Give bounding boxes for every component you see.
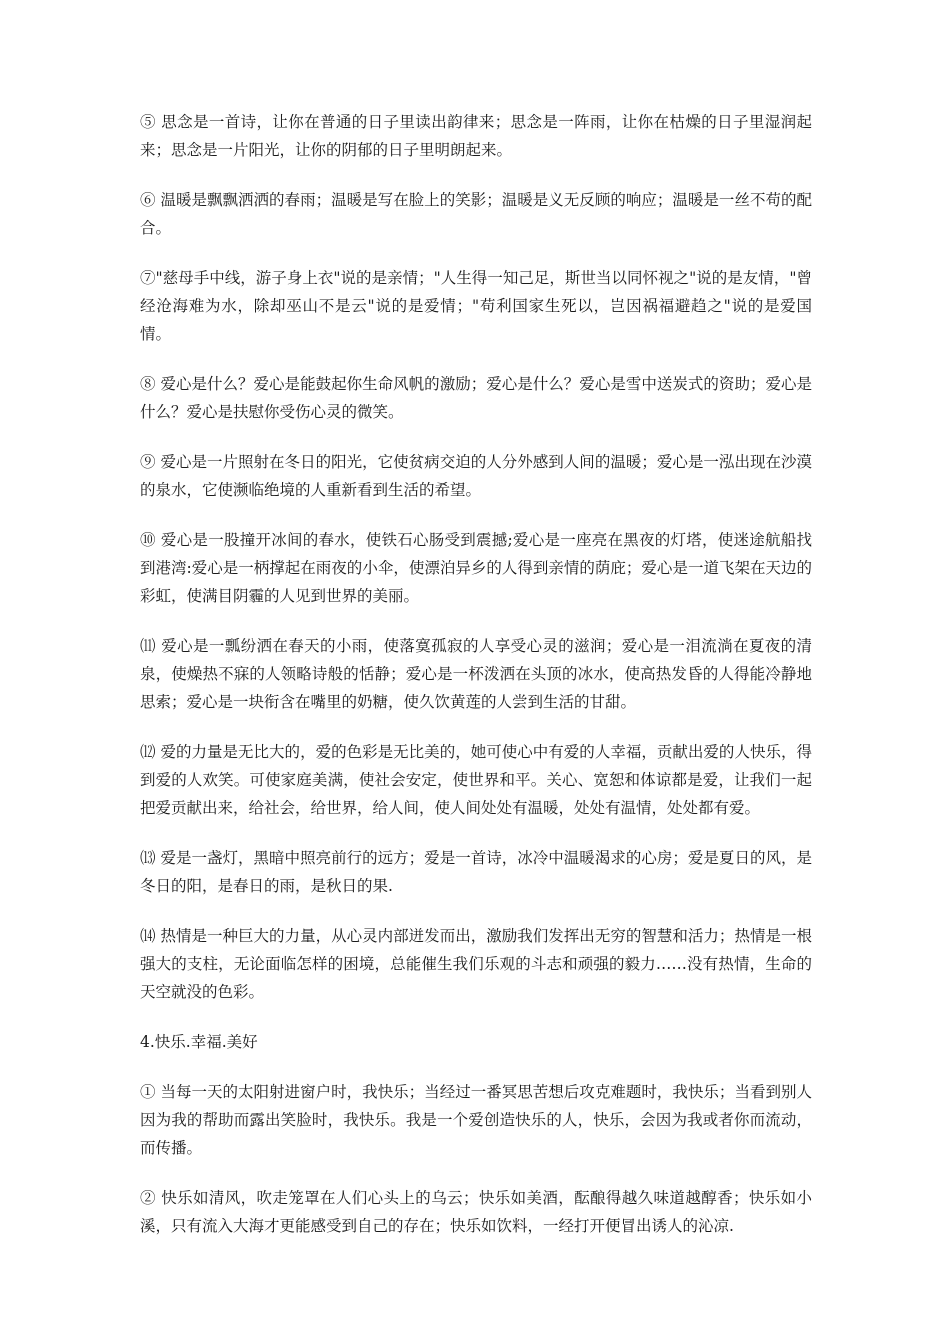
paragraph-7-affection: ⑦"慈母手中线，游子身上衣"说的是亲情；"人生得一知己足，斯世当以同怀视之"说的是友情，"曾经沧海难为水，除却巫山不是云"说的是爱情；"苟利国家生死以，岂因祸福避趋之"说的是爱国情。 <box>140 269 812 343</box>
paragraph-14-passion: ⒁ 热情是一种巨大的力量，从心灵内部迸发而出，激励我们发挥出无穷的智慧和活力；热情是一根强大的支柱，无论面临怎样的困境，总能催生我们乐观的斗志和顽强的毅力……没有热情，生命的天空就没的色彩。 <box>140 927 812 1001</box>
paragraph-5-longing: ⑤ 思念是一首诗，让你在普通的日子里读出韵律来；思念是一阵雨，让你在枯燥的日子里湿润起来；思念是一片阳光，让你的阴郁的日子里明朗起来。 <box>140 113 812 159</box>
paragraph-10-love: ⑩ 爱心是一股撞开冰间的春水，使铁石心肠受到震撼;爱心是一座亮在黑夜的灯塔，使迷途航船找到港湾:爱心是一柄撑起在雨夜的小伞，使漂泊异乡的人得到亲情的荫庇；爱心是一道飞架在天边的彩虹，使满目阴霾的人见到世界的美丽。 <box>140 531 812 605</box>
paragraph-12-power-of-love: ⑿ 爱的力量是无比大的，爱的色彩是无比美的，她可使心中有爱的人幸福，贡献出爱的人快乐，得到爱的人欢笑。可使家庭美满，使社会安定，使世界和平。关心、宽恕和体谅都是爱，让我们一起把爱贡献出来，给社会，给世界，给人间，使人间处处有温暖，处处有温情，处处都有爱。 <box>140 743 812 817</box>
section-heading: 4.快乐.幸福.美好 <box>140 1033 258 1051</box>
document-body <box>140 108 812 1262</box>
paragraph-6-warmth: ⑥ 温暖是飘飘洒洒的春雨；温暖是写在脸上的笑影；温暖是义无反顾的响应；温暖是一丝不苟的配合。 <box>140 191 812 237</box>
paragraph-11-love: ⑾ 爱心是一瓢纷洒在春天的小雨，使落寞孤寂的人享受心灵的滋润；爱心是一泪流淌在夏夜的清泉，使燥热不寐的人领略诗般的恬静；爱心是一杯泼洒在头顶的冰水，使高热发昏的人得能冷静地思索；爱心是一块衔含在嘴里的奶糖，使久饮黄莲的人尝到生活的甘甜。 <box>140 637 812 711</box>
paragraph-13-love: ⒀ 爱是一盏灯，黑暗中照亮前行的远方；爱是一首诗，冰冷中温暖渴求的心房；爱是夏日的风，是冬日的阳，是春日的雨，是秋日的果. <box>140 849 812 895</box>
paragraph-9-love: ⑨ 爱心是一片照射在冬日的阳光，它使贫病交迫的人分外感到人间的温暖；爱心是一泓出现在沙漠的泉水，它使濒临绝境的人重新看到生活的希望。 <box>140 453 812 499</box>
paragraph-2-happiness: ② 快乐如清风，吹走笼罩在人们心头上的乌云；快乐如美酒，酝酿得越久味道越醇香；快乐如小溪，只有流入大海才更能感受到自己的存在；快乐如饮料，一经打开便冒出诱人的沁凉. <box>140 1189 812 1235</box>
paragraph-8-love: ⑧ 爱心是什么？爱心是能鼓起你生命风帆的激励；爱心是什么？爱心是雪中送炭式的资助；爱心是什么？爱心是扶慰你受伤心灵的微笑。 <box>140 375 812 421</box>
paragraph-1-happiness: ① 当每一天的太阳射进窗户时，我快乐；当经过一番冥思苦想后攻克难题时，我快乐；当看到别人因为我的帮助而露出笑脸时，我快乐。我是一个爱创造快乐的人，快乐，会因为我或者你而流动，而传播。 <box>140 1083 812 1157</box>
